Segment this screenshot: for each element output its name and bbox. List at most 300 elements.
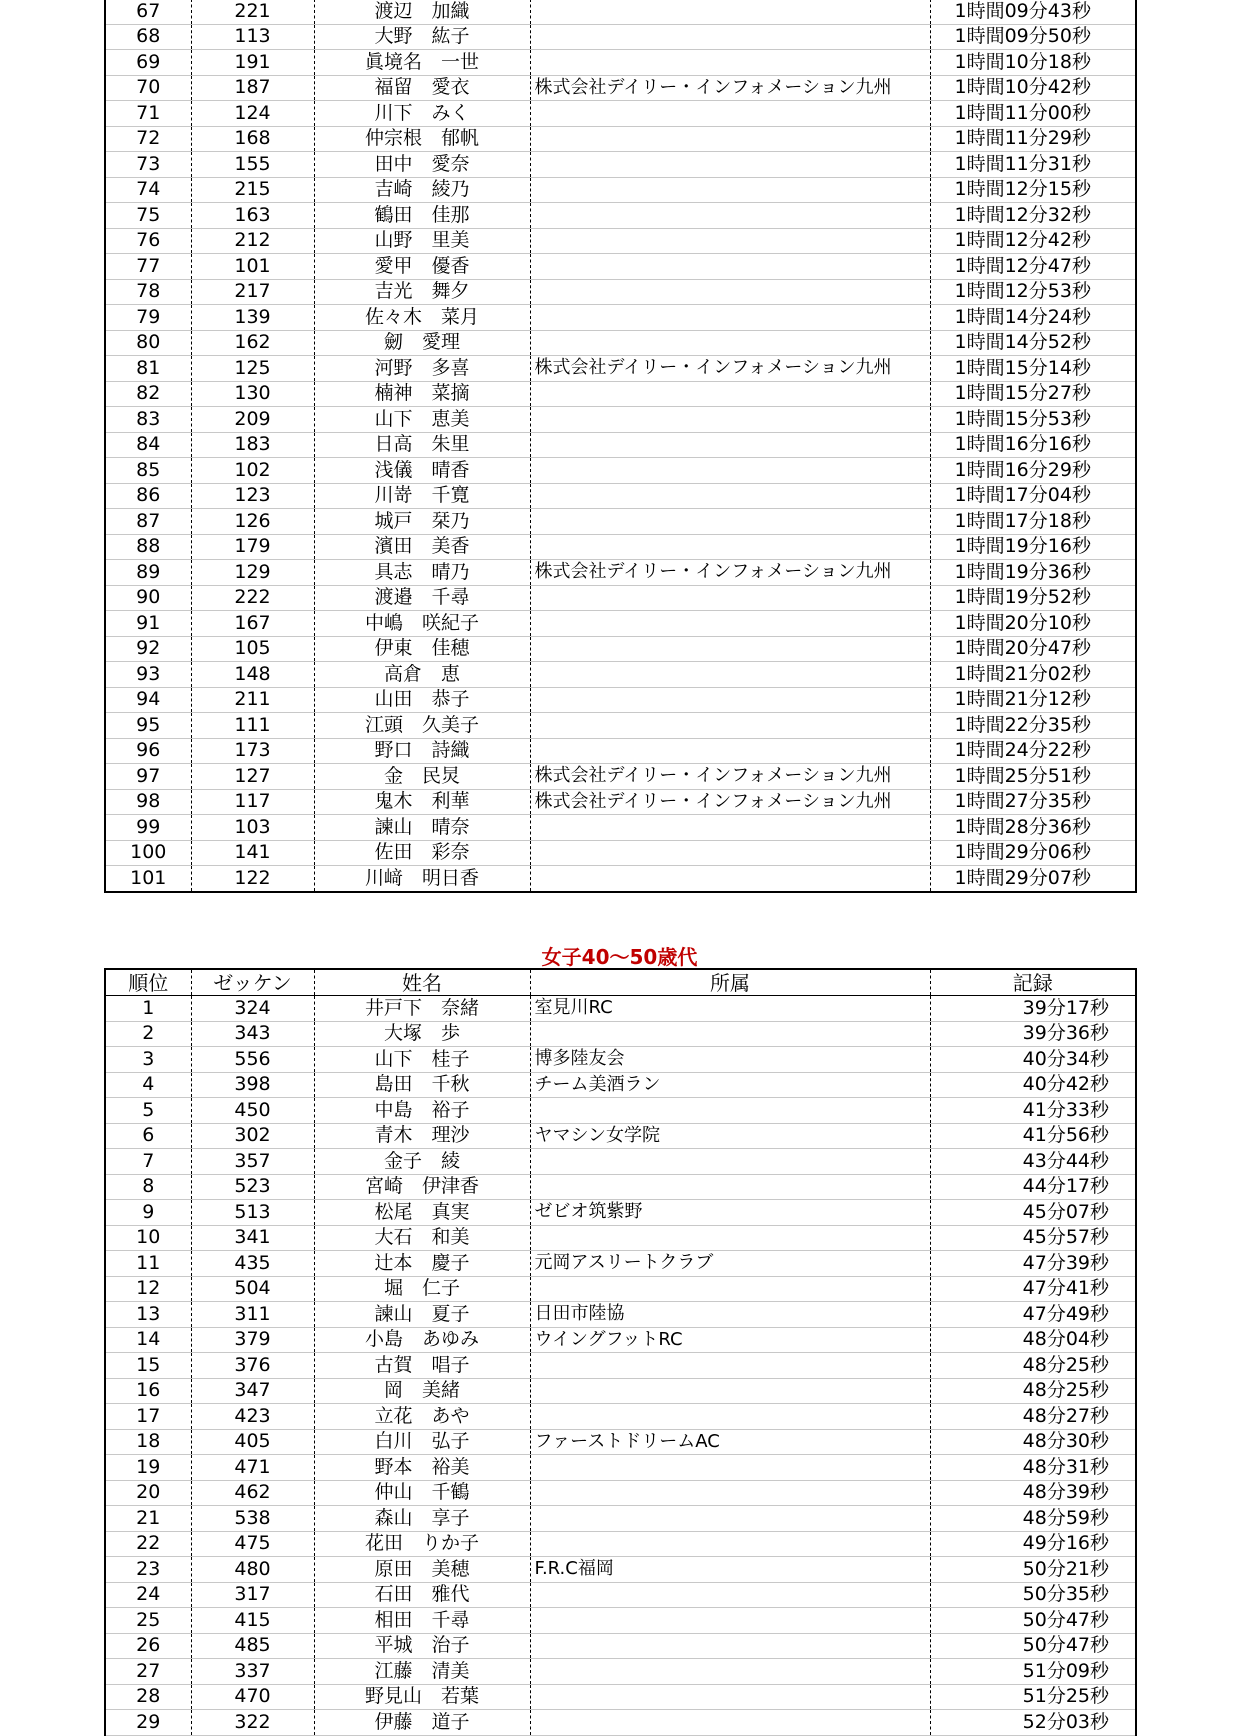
rank-cell: 82	[105, 381, 191, 407]
affiliation-cell	[530, 840, 930, 866]
record-cell: 1時間15分27秒	[930, 381, 1136, 407]
bib-cell: 485	[191, 1633, 314, 1659]
name-cell: 楠神 菜摘	[314, 381, 530, 407]
bib-cell: 101	[191, 254, 314, 280]
affiliation-cell	[530, 432, 930, 458]
bib-cell: 129	[191, 560, 314, 586]
name-cell: 宮崎 伊津香	[314, 1174, 530, 1200]
bib-cell: 212	[191, 228, 314, 254]
table-row	[105, 1455, 1136, 1481]
affiliation-cell	[530, 815, 930, 841]
bib-cell: 317	[191, 1582, 314, 1608]
affiliation-cell	[530, 279, 930, 305]
rank-cell: 27	[105, 1659, 191, 1685]
bib-cell: 155	[191, 152, 314, 178]
table-row	[105, 1098, 1136, 1124]
header-name: 姓名	[314, 969, 530, 996]
bib-cell: 504	[191, 1276, 314, 1302]
table-row	[105, 1327, 1136, 1353]
table-row	[105, 764, 1136, 790]
results-table-body	[105, 0, 1136, 892]
affiliation-cell: 株式会社デイリー・インフォメーション九州	[530, 764, 930, 790]
name-cell: 島田 千秋	[314, 1072, 530, 1098]
record-cell: 1時間17分04秒	[930, 483, 1136, 509]
affiliation-cell	[530, 483, 930, 509]
affiliation-cell	[530, 1276, 930, 1302]
table-row	[105, 458, 1136, 484]
affiliation-cell	[530, 1608, 930, 1634]
name-cell: 愛甲 優香	[314, 254, 530, 280]
name-cell: 山田 恭子	[314, 687, 530, 713]
affiliation-cell	[530, 1659, 930, 1685]
table-row	[105, 509, 1136, 535]
table-row	[105, 1684, 1136, 1710]
table-row	[105, 611, 1136, 637]
rank-cell: 16	[105, 1378, 191, 1404]
table-row	[105, 1174, 1136, 1200]
affiliation-cell	[530, 611, 930, 637]
table-row	[105, 432, 1136, 458]
name-cell: 松尾 真実	[314, 1200, 530, 1226]
name-cell: 中嶋 咲紀子	[314, 611, 530, 637]
table-row	[105, 1480, 1136, 1506]
table-row	[105, 713, 1136, 739]
header-bib: ゼッケン	[191, 969, 314, 996]
bib-cell: 102	[191, 458, 314, 484]
name-cell: 中島 裕子	[314, 1098, 530, 1124]
record-cell: 48分31秒	[930, 1455, 1136, 1481]
affiliation-cell	[530, 1506, 930, 1532]
bib-cell: 475	[191, 1531, 314, 1557]
affiliation-cell: 室見川RC	[530, 996, 930, 1022]
name-cell: 吉崎 綾乃	[314, 177, 530, 203]
record-cell: 1時間09分43秒	[930, 0, 1136, 24]
name-cell: 諫山 晴奈	[314, 815, 530, 841]
table-row	[105, 1633, 1136, 1659]
rank-cell: 2	[105, 1021, 191, 1047]
bib-cell: 357	[191, 1149, 314, 1175]
affiliation-cell	[530, 203, 930, 229]
rank-cell: 93	[105, 662, 191, 688]
table-row	[105, 534, 1136, 560]
record-cell: 1時間25分51秒	[930, 764, 1136, 790]
name-cell: 劒 愛理	[314, 330, 530, 356]
rank-cell: 22	[105, 1531, 191, 1557]
bib-cell: 538	[191, 1506, 314, 1532]
record-cell: 1時間24分22秒	[930, 738, 1136, 764]
affiliation-cell	[530, 687, 930, 713]
rank-cell: 18	[105, 1429, 191, 1455]
record-cell: 51分09秒	[930, 1659, 1136, 1685]
record-cell: 47分49秒	[930, 1302, 1136, 1328]
name-cell: 青木 理沙	[314, 1123, 530, 1149]
affiliation-cell	[530, 1480, 930, 1506]
rank-cell: 84	[105, 432, 191, 458]
record-cell: 1時間27分35秒	[930, 789, 1136, 815]
rank-cell: 83	[105, 407, 191, 433]
name-cell: 大石 和美	[314, 1225, 530, 1251]
table-row	[105, 254, 1136, 280]
table-row	[105, 866, 1136, 892]
affiliation-cell: ヤマシン女学院	[530, 1123, 930, 1149]
bib-cell: 168	[191, 126, 314, 152]
table-row	[105, 152, 1136, 178]
name-cell: 川下 みく	[314, 101, 530, 127]
affiliation-cell: F.R.C福岡	[530, 1557, 930, 1583]
affiliation-cell	[530, 534, 930, 560]
table-row	[105, 687, 1136, 713]
rank-cell: 3	[105, 1047, 191, 1073]
record-cell: 1時間21分12秒	[930, 687, 1136, 713]
name-cell: 辻本 慶子	[314, 1251, 530, 1277]
table-row	[105, 815, 1136, 841]
record-cell: 43分44秒	[930, 1149, 1136, 1175]
affiliation-cell	[530, 585, 930, 611]
bib-cell: 187	[191, 75, 314, 101]
rank-cell: 78	[105, 279, 191, 305]
table-row	[105, 1582, 1136, 1608]
affiliation-cell	[530, 1149, 930, 1175]
bib-cell: 173	[191, 738, 314, 764]
affiliation-cell	[530, 1710, 930, 1736]
affiliation-cell	[530, 305, 930, 331]
record-cell: 48分59秒	[930, 1506, 1136, 1532]
name-cell: 平城 治子	[314, 1633, 530, 1659]
affiliation-cell	[530, 381, 930, 407]
rank-cell: 79	[105, 305, 191, 331]
name-cell: 諫山 夏子	[314, 1302, 530, 1328]
affiliation-cell: 株式会社デイリー・インフォメーション九州	[530, 789, 930, 815]
record-cell: 39分17秒	[930, 996, 1136, 1022]
table-row	[105, 50, 1136, 76]
name-cell: 山下 桂子	[314, 1047, 530, 1073]
rank-cell: 25	[105, 1608, 191, 1634]
rank-cell: 85	[105, 458, 191, 484]
table-row	[105, 662, 1136, 688]
record-cell: 49分16秒	[930, 1531, 1136, 1557]
table-row	[105, 1123, 1136, 1149]
affiliation-cell	[530, 458, 930, 484]
record-cell: 1時間12分53秒	[930, 279, 1136, 305]
header-affiliation: 所属	[530, 969, 930, 996]
rank-cell: 4	[105, 1072, 191, 1098]
table-row	[105, 1276, 1136, 1302]
name-cell: 原田 美穂	[314, 1557, 530, 1583]
table-row	[105, 0, 1136, 24]
record-cell: 1時間28分36秒	[930, 815, 1136, 841]
name-cell: 石田 雅代	[314, 1582, 530, 1608]
record-cell: 1時間22分35秒	[930, 713, 1136, 739]
bib-cell: 124	[191, 101, 314, 127]
table-row	[105, 1047, 1136, 1073]
record-cell: 1時間14分52秒	[930, 330, 1136, 356]
rank-cell: 81	[105, 356, 191, 382]
table-row	[105, 1302, 1136, 1328]
bib-cell: 167	[191, 611, 314, 637]
name-cell: 眞境名 一世	[314, 50, 530, 76]
table-row	[105, 356, 1136, 382]
record-cell: 50分35秒	[930, 1582, 1136, 1608]
rank-cell: 92	[105, 636, 191, 662]
name-cell: 金 民炅	[314, 764, 530, 790]
bib-cell: 130	[191, 381, 314, 407]
rank-cell: 19	[105, 1455, 191, 1481]
affiliation-cell: ウイングフットRC	[530, 1327, 930, 1353]
table-row	[105, 1531, 1136, 1557]
record-cell: 1時間14分24秒	[930, 305, 1136, 331]
affiliation-cell	[530, 1455, 930, 1481]
record-cell: 1時間11分00秒	[930, 101, 1136, 127]
affiliation-cell	[530, 1174, 930, 1200]
record-cell: 1時間10分42秒	[930, 75, 1136, 101]
rank-cell: 73	[105, 152, 191, 178]
affiliation-cell: チーム美酒ラン	[530, 1072, 930, 1098]
name-cell: 江頭 久美子	[314, 713, 530, 739]
affiliation-cell	[530, 0, 930, 24]
bib-cell: 347	[191, 1378, 314, 1404]
name-cell: 仲宗根 郁帆	[314, 126, 530, 152]
record-cell: 48分04秒	[930, 1327, 1136, 1353]
table-row	[105, 1251, 1136, 1277]
rank-cell: 99	[105, 815, 191, 841]
rank-cell: 101	[105, 866, 191, 892]
rank-cell: 72	[105, 126, 191, 152]
rank-cell: 9	[105, 1200, 191, 1226]
bib-cell: 122	[191, 866, 314, 892]
header-record: 記録	[930, 969, 1136, 996]
record-cell: 1時間19分16秒	[930, 534, 1136, 560]
name-cell: 野口 詩織	[314, 738, 530, 764]
name-cell: 濱田 美香	[314, 534, 530, 560]
table-row	[105, 1021, 1136, 1047]
rank-cell: 90	[105, 585, 191, 611]
rank-cell: 8	[105, 1174, 191, 1200]
results-table-body	[105, 996, 1136, 1736]
bib-cell: 405	[191, 1429, 314, 1455]
bib-cell: 322	[191, 1710, 314, 1736]
affiliation-cell	[530, 662, 930, 688]
name-cell: 佐々木 菜月	[314, 305, 530, 331]
affiliation-cell	[530, 1021, 930, 1047]
name-cell: 岡 美緒	[314, 1378, 530, 1404]
table-row	[105, 1378, 1136, 1404]
record-cell: 1時間16分16秒	[930, 432, 1136, 458]
affiliation-cell	[530, 1582, 930, 1608]
affiliation-cell	[530, 713, 930, 739]
bib-cell: 435	[191, 1251, 314, 1277]
bib-cell: 221	[191, 0, 314, 24]
affiliation-cell: 元岡アスリートクラブ	[530, 1251, 930, 1277]
affiliation-cell	[530, 509, 930, 535]
record-cell: 41分56秒	[930, 1123, 1136, 1149]
table-row	[105, 840, 1136, 866]
rank-cell: 14	[105, 1327, 191, 1353]
rank-cell: 77	[105, 254, 191, 280]
rank-cell: 67	[105, 0, 191, 24]
record-cell: 51分25秒	[930, 1684, 1136, 1710]
affiliation-cell	[530, 738, 930, 764]
record-cell: 1時間21分02秒	[930, 662, 1136, 688]
affiliation-cell	[530, 254, 930, 280]
affiliation-cell	[530, 177, 930, 203]
record-cell: 1時間12分15秒	[930, 177, 1136, 203]
bib-cell: 125	[191, 356, 314, 382]
bib-cell: 471	[191, 1455, 314, 1481]
table-row	[105, 75, 1136, 101]
name-cell: 佐田 彩奈	[314, 840, 530, 866]
record-cell: 1時間12分47秒	[930, 254, 1136, 280]
table-row	[105, 1353, 1136, 1379]
name-cell: 金子 綾	[314, 1149, 530, 1175]
affiliation-cell: 日田市陸協	[530, 1302, 930, 1328]
table-row	[105, 1072, 1136, 1098]
table-row	[105, 1200, 1136, 1226]
record-cell: 50分47秒	[930, 1633, 1136, 1659]
affiliation-cell	[530, 126, 930, 152]
rank-cell: 86	[105, 483, 191, 509]
table-row	[105, 305, 1136, 331]
name-cell: 白川 弘子	[314, 1429, 530, 1455]
affiliation-cell: 株式会社デイリー・インフォメーション九州	[530, 356, 930, 382]
bib-cell: 127	[191, 764, 314, 790]
bib-cell: 111	[191, 713, 314, 739]
record-cell: 40分42秒	[930, 1072, 1136, 1098]
bib-cell: 513	[191, 1200, 314, 1226]
bib-cell: 343	[191, 1021, 314, 1047]
affiliation-cell	[530, 101, 930, 127]
record-cell: 1時間29分07秒	[930, 866, 1136, 892]
rank-cell: 24	[105, 1582, 191, 1608]
rank-cell: 28	[105, 1684, 191, 1710]
bib-cell: 126	[191, 509, 314, 535]
bib-cell: 311	[191, 1302, 314, 1328]
header-rank: 順位	[105, 969, 191, 996]
name-cell: 福留 愛衣	[314, 75, 530, 101]
results-table-continued	[104, 0, 1137, 893]
bib-cell: 423	[191, 1404, 314, 1430]
bib-cell: 139	[191, 305, 314, 331]
record-cell: 45分57秒	[930, 1225, 1136, 1251]
bib-cell: 117	[191, 789, 314, 815]
name-cell: 野見山 若葉	[314, 1684, 530, 1710]
bib-cell: 209	[191, 407, 314, 433]
name-cell: 相田 千尋	[314, 1608, 530, 1634]
name-cell: 森山 享子	[314, 1506, 530, 1532]
name-cell: 小島 あゆみ	[314, 1327, 530, 1353]
record-cell: 1時間20分10秒	[930, 611, 1136, 637]
name-cell: 井戸下 奈緒	[314, 996, 530, 1022]
bib-cell: 480	[191, 1557, 314, 1583]
record-cell: 1時間15分14秒	[930, 356, 1136, 382]
rank-cell: 91	[105, 611, 191, 637]
record-cell: 1時間16分29秒	[930, 458, 1136, 484]
rank-cell: 5	[105, 1098, 191, 1124]
bib-cell: 183	[191, 432, 314, 458]
name-cell: 田中 愛奈	[314, 152, 530, 178]
record-cell: 50分21秒	[930, 1557, 1136, 1583]
record-cell: 1時間09分50秒	[930, 24, 1136, 50]
name-cell: 山野 里美	[314, 228, 530, 254]
bib-cell: 341	[191, 1225, 314, 1251]
rank-cell: 87	[105, 509, 191, 535]
table-row	[105, 789, 1136, 815]
table-row	[105, 126, 1136, 152]
affiliation-cell	[530, 407, 930, 433]
record-cell: 47分39秒	[930, 1251, 1136, 1277]
name-cell: 高倉 恵	[314, 662, 530, 688]
bib-cell: 191	[191, 50, 314, 76]
record-cell: 1時間19分52秒	[930, 585, 1136, 611]
rank-cell: 6	[105, 1123, 191, 1149]
rank-cell: 96	[105, 738, 191, 764]
table-row	[105, 24, 1136, 50]
affiliation-cell: ファーストドリームAC	[530, 1429, 930, 1455]
bib-cell: 398	[191, 1072, 314, 1098]
record-cell: 1時間15分53秒	[930, 407, 1136, 433]
record-cell: 40分34秒	[930, 1047, 1136, 1073]
name-cell: 伊藤 道子	[314, 1710, 530, 1736]
rank-cell: 7	[105, 1149, 191, 1175]
rank-cell: 17	[105, 1404, 191, 1430]
table-row	[105, 279, 1136, 305]
rank-cell: 10	[105, 1225, 191, 1251]
record-cell: 44分17秒	[930, 1174, 1136, 1200]
name-cell: 大塚 歩	[314, 1021, 530, 1047]
record-cell: 48分25秒	[930, 1378, 1136, 1404]
table-row	[105, 636, 1136, 662]
name-cell: 伊東 佳穂	[314, 636, 530, 662]
rank-cell: 23	[105, 1557, 191, 1583]
results-table-women-40-50	[104, 968, 1137, 1736]
affiliation-cell	[530, 1531, 930, 1557]
table-row	[105, 1429, 1136, 1455]
bib-cell: 163	[191, 203, 314, 229]
name-cell: 川﨑 明日香	[314, 866, 530, 892]
name-cell: 具志 晴乃	[314, 560, 530, 586]
bib-cell: 462	[191, 1480, 314, 1506]
affiliation-cell: 株式会社デイリー・インフォメーション九州	[530, 75, 930, 101]
rank-cell: 68	[105, 24, 191, 50]
affiliation-cell	[530, 1225, 930, 1251]
record-cell: 41分33秒	[930, 1098, 1136, 1124]
bib-cell: 556	[191, 1047, 314, 1073]
record-cell: 1時間11分29秒	[930, 126, 1136, 152]
record-cell: 39分36秒	[930, 1021, 1136, 1047]
affiliation-cell: ゼビオ筑紫野	[530, 1200, 930, 1226]
table-row	[105, 177, 1136, 203]
record-cell: 1時間20分47秒	[930, 636, 1136, 662]
table-row	[105, 101, 1136, 127]
affiliation-cell	[530, 636, 930, 662]
record-cell: 1時間11分31秒	[930, 152, 1136, 178]
bib-cell: 217	[191, 279, 314, 305]
affiliation-cell: 博多陸友会	[530, 1047, 930, 1073]
name-cell: 吉光 舞夕	[314, 279, 530, 305]
bib-cell: 415	[191, 1608, 314, 1634]
table-row	[105, 330, 1136, 356]
bib-cell: 470	[191, 1684, 314, 1710]
name-cell: 野本 裕美	[314, 1455, 530, 1481]
table-row	[105, 228, 1136, 254]
rank-cell: 100	[105, 840, 191, 866]
table-row	[105, 483, 1136, 509]
bib-cell: 141	[191, 840, 314, 866]
record-cell: 1時間10分18秒	[930, 50, 1136, 76]
name-cell: 仲山 千鶴	[314, 1480, 530, 1506]
rank-cell: 20	[105, 1480, 191, 1506]
rank-cell: 98	[105, 789, 191, 815]
bib-cell: 450	[191, 1098, 314, 1124]
